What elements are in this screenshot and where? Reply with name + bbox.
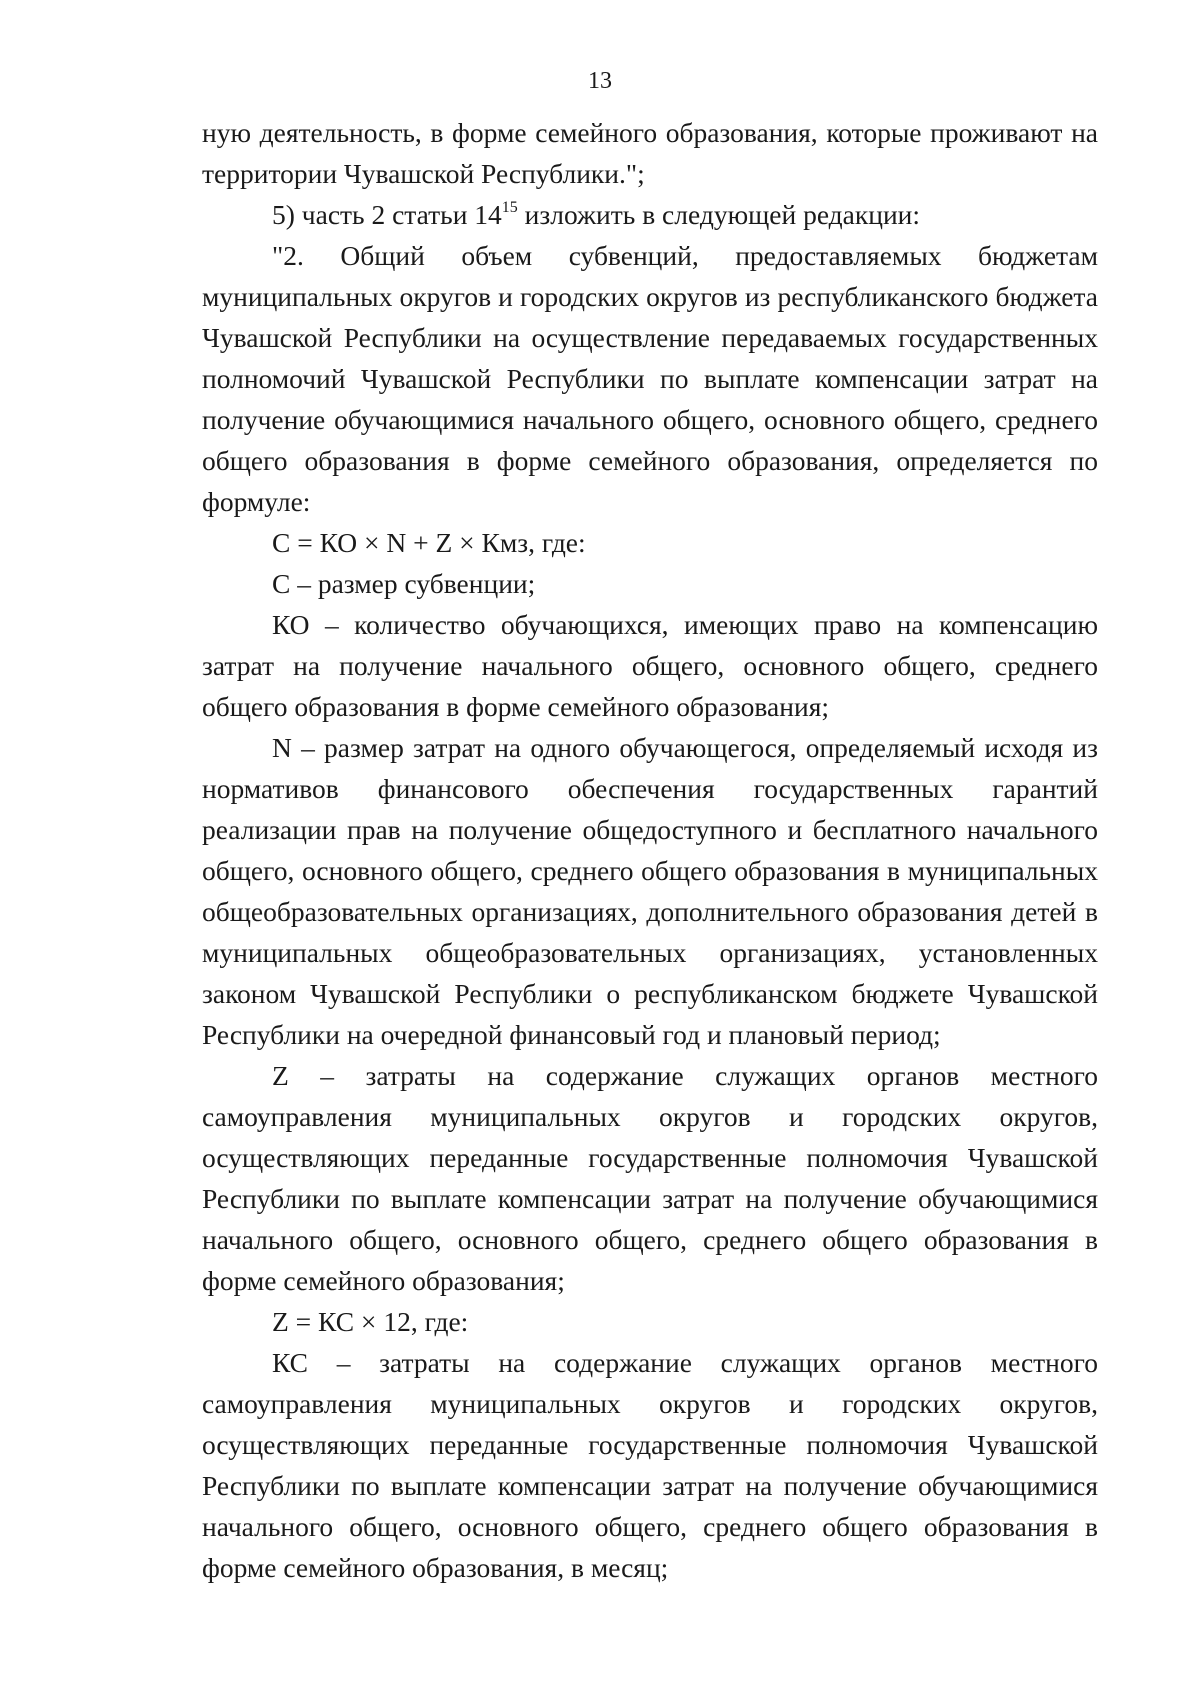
article-superscript: 15 [501,199,518,216]
formula-z: Z = КС × 12, где: [272,1306,469,1337]
formula-main: С = КО × N + Z × Кмз, где: [272,527,586,558]
definition-z: Z – затраты на содержание служащих органов местного самоуправления муниципальных округов и городских округов, осуществляющих переданные государственные полномочия Чувашской Республики по выплате компенсации затрат на получение обучающимися начального общего, основного общего, среднего общего образования в форме семейного образования; [202,1060,1098,1296]
document-body [202,112,1098,1588]
amendment-text: 5) часть 2 статьи 14 [272,199,502,230]
paragraph-continuation: ную деятельность, в форме семейного образования, которые проживают на территории Чувашской Республики."; [202,117,1098,189]
paragraph-subvention-volume: "2. Общий объем субвенций, предоставляемых бюджетам муниципальных округов и городских округов из республиканского бюджета Чувашской Республики на осуществление передаваемых государственных полномочий Чувашской Республики по выплате компенсации затрат на получение обучающимися начального общего, основного общего, среднего общего образования в форме семейного образования, определяется по формуле: [202,240,1098,517]
definition-ko: КО – количество обучающихся, имеющих право на компенсацию затрат на получение начального общего, основного общего, среднего общего образования в форме семейного образования; [202,609,1098,722]
amendment-text-tail: изложить в следующей редакции: [517,199,921,230]
definition-c: С – размер субвенции; [272,568,536,599]
definition-n: N – размер затрат на одного обучающегося, определяемый исходя из нормативов финансового обеспечения государственных гарантий реализации прав на получение общедоступного и бесплатного начального общего, основного общего, среднего общего образования в муниципальных общеобразовательных организациях, дополнительного образования детей в муниципальных общеобразовательных организациях, установленных законом Чувашской Республики о республиканском бюджете Чувашской Республики на очередной финансовый год и плановый период; [202,732,1098,1050]
page-number: 13 [588,68,612,94]
paragraph-amendment-item-5 [202,194,1098,235]
definition-kc: КС – затраты на содержание служащих органов местного самоуправления муниципальных округов и городских округов, осуществляющих переданные государственные полномочия Чувашской Республики по выплате компенсации затрат на получение обучающимися начального общего, основного общего, среднего общего образования в форме семейного образования, в месяц; [202,1347,1098,1583]
